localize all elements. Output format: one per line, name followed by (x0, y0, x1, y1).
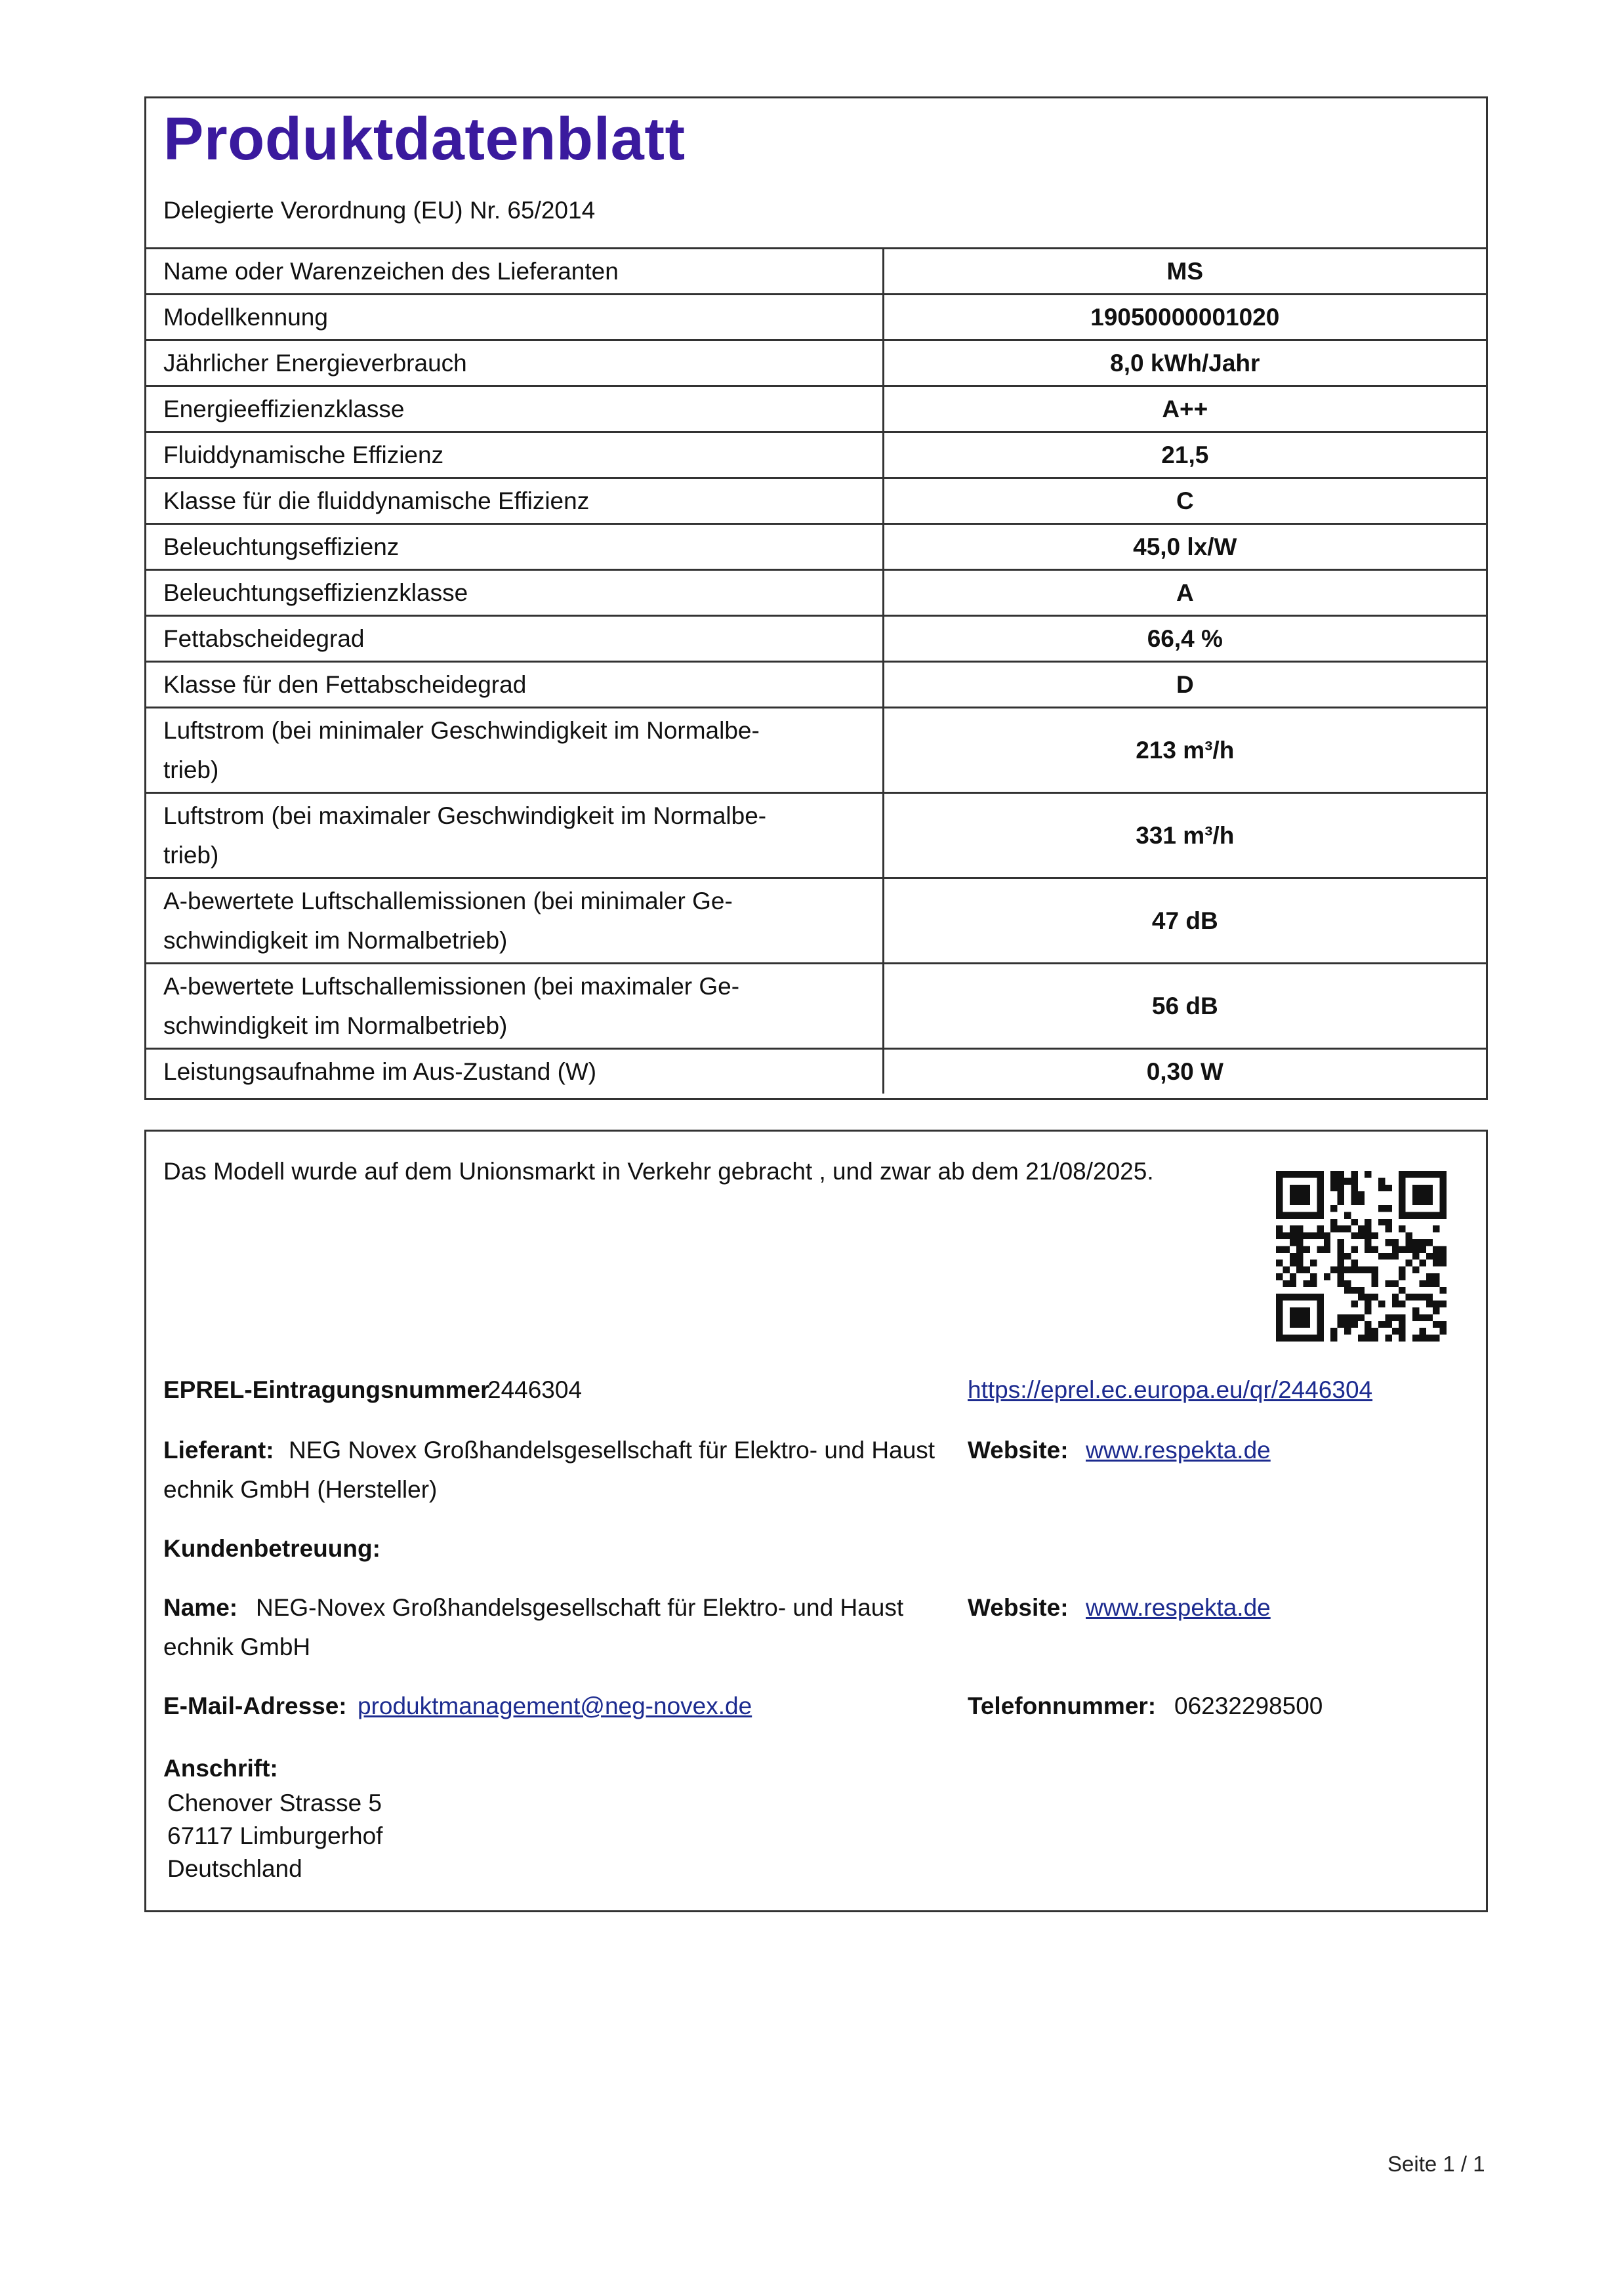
address-city: 67117 Limburgerhof (167, 1822, 383, 1849)
website-label: Website: (968, 1437, 1069, 1464)
product-data-sheet (144, 96, 1488, 1100)
address-label: Anschrift: (163, 1755, 278, 1782)
email-label: E-Mail-Adresse: (163, 1692, 347, 1719)
spec-value: A (883, 570, 1486, 616)
spec-label-line: trieb) (163, 756, 219, 783)
spec-label: Energieeffizienzklasse (146, 386, 883, 432)
spec-row (146, 295, 1486, 340)
spec-value: C (883, 478, 1486, 524)
qr-code-icon (1276, 1171, 1447, 1342)
spec-label: Beleuchtungseffizienz (146, 524, 883, 570)
spec-value: MS (883, 249, 1486, 295)
spec-value: 21,5 (883, 432, 1486, 478)
spec-label: Jährlicher Energieverbrauch (146, 340, 883, 386)
spec-value: 331 m³/h (883, 793, 1486, 878)
supplier-name-line2: echnik GmbH (Hersteller) (163, 1476, 438, 1503)
spec-label-line: Luftstrom (bei maximaler Geschwindigkeit im Normalbe- (163, 802, 767, 829)
spec-row (146, 616, 1486, 662)
spec-value: 213 m³/h (883, 708, 1486, 793)
spec-value: D (883, 662, 1486, 708)
phone-label: Telefonnummer: (968, 1692, 1157, 1719)
address-street: Chenover Strasse 5 (167, 1790, 382, 1816)
spec-label: Fettabscheidegrad (146, 616, 883, 662)
spec-value: 66,4 % (883, 616, 1486, 662)
spec-label-line: schwindigkeit im Normalbetrieb) (163, 926, 508, 954)
spec-label: Beleuchtungseffizienzklasse (146, 570, 883, 616)
spec-row (146, 432, 1486, 478)
spec-row (146, 386, 1486, 432)
spec-row (146, 708, 1486, 793)
spec-row (146, 570, 1486, 616)
address-country: Deutschland (167, 1855, 302, 1882)
spec-row (146, 340, 1486, 386)
spec-row (146, 249, 1486, 295)
website2-link[interactable]: www.respekta.de (1086, 1594, 1271, 1621)
spec-value: A++ (883, 386, 1486, 432)
spec-row (146, 878, 1486, 964)
spec-label (146, 708, 883, 793)
spec-label-line: schwindigkeit im Normalbetrieb) (163, 1012, 508, 1039)
spec-value: 8,0 kWh/Jahr (883, 340, 1486, 386)
spec-row (146, 662, 1486, 708)
spec-label-line: A-bewertete Luftschallemissionen (bei minimaler Ge- (163, 887, 733, 914)
contact-name-line1: NEG-Novex Großhandelsgesellschaft für Elektro- und Haust (256, 1594, 904, 1621)
spec-label-line: trieb) (163, 841, 219, 869)
spec-label (146, 964, 883, 1049)
spec-table (146, 247, 1486, 1094)
spec-label: Klasse für die fluiddynamische Effizienz (146, 478, 883, 524)
eprel-link[interactable]: https://eprel.ec.europa.eu/qr/2446304 (968, 1376, 1373, 1403)
email-link[interactable]: produktmanagement@neg-novex.de (358, 1692, 752, 1719)
spec-row (146, 1049, 1486, 1094)
spec-value: 45,0 lx/W (883, 524, 1486, 570)
supplier-name-line1: NEG Novex Großhandelsgesellschaft für Elektro- und Haust (289, 1437, 935, 1464)
spec-value: 0,30 W (883, 1049, 1486, 1094)
spec-label (146, 878, 883, 964)
website2-label: Website: (968, 1594, 1069, 1621)
spec-row (146, 964, 1486, 1049)
spec-label: Klasse für den Fettabscheidegrad (146, 662, 883, 708)
spec-label: Fluiddynamische Effizienz (146, 432, 883, 478)
spec-label-line: A-bewertete Luftschallemissionen (bei maximaler Ge- (163, 972, 740, 1000)
spec-value: 19050000001020 (883, 295, 1486, 340)
market-date-text: Das Modell wurde auf dem Unionsmarkt in Verkehr gebracht , und zwar ab dem 21/08/2025. (163, 1158, 1154, 1185)
spec-row (146, 524, 1486, 570)
supplier-label: Lieferant: (163, 1437, 274, 1464)
spec-label: Name oder Warenzeichen des Lieferanten (146, 249, 883, 295)
name-label: Name: (163, 1594, 238, 1621)
spec-label-line: Luftstrom (bei minimaler Geschwindigkeit im Normalbe- (163, 716, 760, 744)
spec-label: Leistungsaufnahme im Aus-Zustand (W) (146, 1049, 883, 1094)
info-box (144, 1130, 1488, 1912)
spec-label (146, 793, 883, 878)
page-title: Produktdatenblatt (163, 106, 686, 173)
spec-label: Modellkennung (146, 295, 883, 340)
eprel-label: EPREL-Eintragungsnummer (163, 1376, 490, 1403)
contact-name-line2: echnik GmbH (163, 1633, 311, 1660)
spec-row (146, 478, 1486, 524)
regulation-subtitle: Delegierte Verordnung (EU) Nr. 65/2014 (163, 197, 596, 224)
spec-row (146, 793, 1486, 878)
phone-number: 06232298500 (1174, 1692, 1323, 1719)
spec-value: 47 dB (883, 878, 1486, 964)
eprel-number: 2446304 (487, 1376, 583, 1403)
customer-service-label: Kundenbetreuung: (163, 1535, 380, 1562)
page-number: Seite 1 / 1 (1387, 2152, 1485, 2176)
website-link[interactable]: www.respekta.de (1086, 1437, 1271, 1464)
spec-value: 56 dB (883, 964, 1486, 1049)
